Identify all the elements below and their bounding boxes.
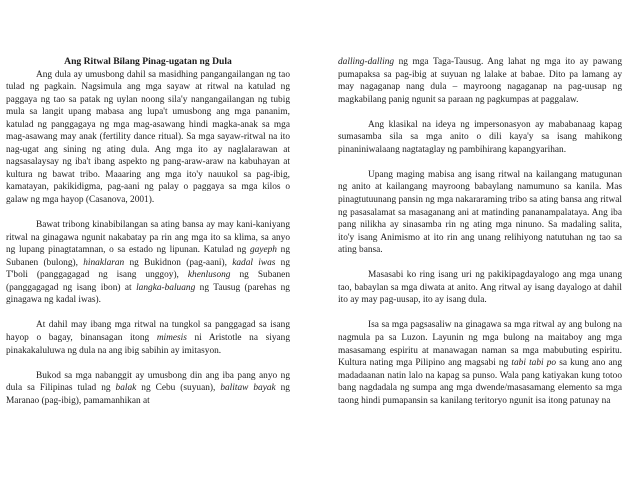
italic-term: dalling-dalling — [338, 57, 395, 67]
italic-term: kadal iwas — [232, 257, 276, 268]
right-paragraphs — [338, 56, 622, 407]
right-column — [338, 56, 622, 407]
left-paragraphs — [6, 69, 290, 408]
italic-term: khenlusong — [187, 270, 231, 281]
paragraph — [6, 69, 290, 207]
text-run: sa kung ano ang madadaanan natin lalo na kapag sa punso. Wala pang katiyakan kung totoo bang nagdadala ng sumpa ang mga dwende/masasamang elemento sa mga taong hindi pumapansin sa kanilang teritoryo ngunit isa itong patunay na — [338, 358, 623, 406]
document-title: Ang Ritwal Bilang Pinag-ugatan ng Dula — [64, 56, 232, 67]
italic-term: balitaw bayak — [220, 383, 276, 394]
text-run: ng mga Taga-Tausug. Ang lahat ng mga ito ay pawang pumapaksa sa pag-ibig at suyuan ng lalake at babae. Dito pa lamang ay may nagaganap nang dula – mayroong nagaganap na pag-uusap ng magkabilang panig ngunit sa paraan ng pagkumpas at paggalaw. — [338, 57, 622, 105]
italic-term: langka-baluang — [136, 282, 196, 293]
paragraph — [338, 169, 622, 257]
italic-term: balak — [115, 383, 137, 394]
text-run: ng Tausug (parehas ng ginagawa ng kadal iwas). — [6, 282, 290, 306]
text-run: ng Cebu (suyuan), — [136, 383, 221, 394]
italic-term: mimesis — [156, 333, 187, 344]
text-run: Bukod sa mga nabanggit ay umusbong din ang iba pang anyo ng dula sa Filipinas tulad ng — [6, 370, 290, 394]
text-run: Isa sa mga pagsasaliw na ginagawa sa mga ritwal ay ang bulong na nagmula pa sa Luzon. Layunin ng mga bulong na maitaboy ang mga masasamang espiritu at manawagan naman sa mga mabubuting espiritu. Kultura nating mga Pilipino ang magsabi ng — [338, 320, 622, 369]
paragraph — [338, 319, 622, 407]
text-run: ni Aristotle na siyang pinakakaluluwa ng dula na ang ibig sabihin ay imitasyon. — [6, 333, 290, 356]
italic-term: hinaklaran — [83, 257, 125, 268]
paragraph — [6, 370, 290, 408]
paragraph — [6, 319, 290, 357]
text-run: Bawat tribong kinabibilangan sa ating bansa ay may kani-kaniyang ritwal na ginagawa ngunit nakabatay pa rin ang mga ito sa klima, sa anyo ng lupang pinagtatamnan, o sa estado ng lipunan. Katulad ng — [6, 220, 290, 256]
text-run: ng Subanen (panggagagad ng isang ibon) at — [6, 270, 290, 293]
left-column — [6, 56, 290, 407]
paragraph — [338, 56, 622, 106]
paragraph — [338, 119, 622, 157]
text-run: ng Maranao (pag-ibig), pamamanhikan at — [6, 383, 290, 406]
text-run: ng T'boli (panggagagad ng isang unggoy), — [6, 257, 290, 281]
text-run: At dahil may ibang mga ritwal na tungkol sa panggagad sa isang hayop o bagay, binansagan itong — [6, 320, 290, 344]
text-run: Upang maging mabisa ang isang ritwal na kailangang matugunan ng anito at kailangang mayroong babaylang namumuno sa kanila. Mas pinagtutuunang pansin ng mga nakararaming tribo sa ating bansa ang ritwal ng pasasalamat sa masaganang ani at matinding pananampalataya. Ang iba pang nilikha ay sinasamba rin ng ating mga ninuno. Sa madaling salita, ito'y isang Animismo at ito rin ang unang relihiyong natutuhan ng tao sa ating bansa. — [338, 169, 622, 256]
text-run: ng Subanen (bulong), — [6, 245, 290, 268]
text-run: Ang klasikal na ideya ng impersonasyon ay mababanaag kapag sumasamba sila sa mga anito o dili kaya'y sa isang mahikong pinaniniwalaang nagtataglay ng pambihirang kapangyarihan. — [338, 119, 622, 155]
italic-term: tabi tabi po — [511, 358, 557, 369]
paragraph — [338, 269, 622, 307]
text-run: Ang dula ay umusbong dahil sa masidhing pangangailangan ng tao tulad ng pagkain. Nagsimula ang mga sayaw at ritwal na katulad ng paggaya ng tao sa patak ng uylan noong sila'y nangangailangan ng tubig mula sa langit upang mabasa ang lupa't umusbong ang mga pananim, katulad ng panggagaya ng mga mag-asawang hindi magka-anak sa mga mag-asawang may anak (fertility dance ritual). Sa mga sayaw-ritwal na ito nag-ugat ang sining ng ating dula. Ang mga ito ay naglalarawan at nagsasalaysay ng iba't ibang aspekto ng pang-araw-araw na kabuhayan at kultura ng bawat tribo. Maaaring ang mga ito'y nauukol sa pag-ibig, kamatayan, pakikidigma, pag-aani ng palay o paggaya sa mga kilos o galaw ng mga hayop (Casanova, 2001). — [6, 69, 290, 206]
text-run: Masasabi ko ring isang uri ng pakikipagdayalogo ang mga unang tao, babaylan sa mga diwata at anito. Ang ritwal ay isang dayalogo at dahil ito ay may pag-uusap, ito ay isang dula. — [338, 270, 622, 306]
text-run: ng Bukidnon (pag-aani), — [124, 257, 233, 268]
italic-term: gayeph — [249, 245, 277, 256]
paragraph — [6, 219, 290, 307]
